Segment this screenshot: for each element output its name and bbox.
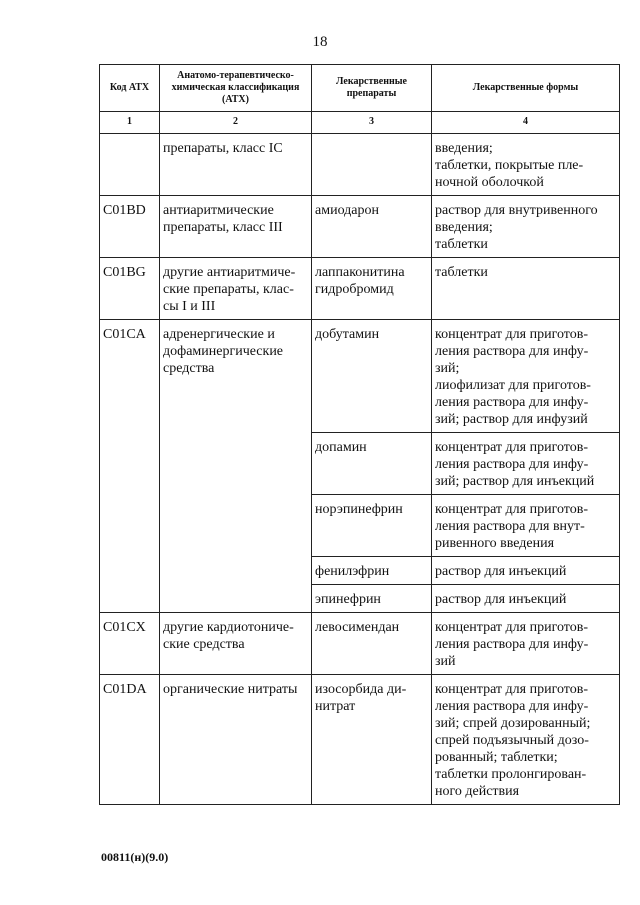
atc-code-cell: C01CX	[100, 613, 160, 675]
drug-name-cell: левосимендан	[312, 613, 432, 675]
column-number: 4	[432, 112, 620, 134]
dosage-forms-cell: концентрат для приготов- ления раствора для инфу- зий; спрей дозированный; спрей подъязычный дозо- рованный; таблетки; таблетки пролонгирован- ного действия	[432, 675, 620, 805]
atc-code-cell: C01CA	[100, 320, 160, 613]
dosage-forms-cell: введения; таблетки, покрытые пле- ночной оболочкой	[432, 134, 620, 196]
drug-name-cell: допамин	[312, 433, 432, 495]
table-header-row	[100, 65, 620, 112]
drug-name-cell: амиодарон	[312, 196, 432, 258]
table-row	[100, 258, 620, 320]
column-number: 1	[100, 112, 160, 134]
column-number-row	[100, 112, 620, 134]
table-row	[100, 320, 620, 433]
atc-code-cell: C01BG	[100, 258, 160, 320]
atc-code-cell	[100, 134, 160, 196]
drug-name-cell	[312, 134, 432, 196]
column-number: 2	[160, 112, 312, 134]
atc-class-cell: другие антиаритмиче- ские препараты, клас- сы I и III	[160, 258, 312, 320]
dosage-forms-cell: концентрат для приготов- ления раствора для инфу- зий	[432, 613, 620, 675]
drug-classification-table	[99, 64, 620, 805]
atc-class-cell: антиаритмические препараты, класс III	[160, 196, 312, 258]
drug-name-cell: фенилэфрин	[312, 557, 432, 585]
atc-class-cell: органические нитраты	[160, 675, 312, 805]
drug-name-cell: норэпинефрин	[312, 495, 432, 557]
dosage-forms-cell: раствор для инъекций	[432, 557, 620, 585]
document-code: 00811(н)(9.0)	[101, 850, 169, 864]
header-atc-classification: Анатомо-терапевтическо- химическая классификация (АТХ)	[160, 65, 312, 112]
column-number: 3	[312, 112, 432, 134]
dosage-forms-cell: таблетки	[432, 258, 620, 320]
drug-name-cell: лаппаконитина гидробромид	[312, 258, 432, 320]
dosage-forms-cell: раствор для инъекций	[432, 585, 620, 613]
atc-code-cell: C01BD	[100, 196, 160, 258]
drug-name-cell: добутамин	[312, 320, 432, 433]
dosage-forms-cell: раствор для внутривенного введения; таблетки	[432, 196, 620, 258]
table-row	[100, 613, 620, 675]
page-number: 18	[312, 34, 328, 50]
dosage-forms-cell: концентрат для приготов- ления раствора для инфу- зий; раствор для инъекций	[432, 433, 620, 495]
table-row	[100, 196, 620, 258]
table-row	[100, 675, 620, 805]
table-row	[100, 134, 620, 196]
atc-class-cell: другие кардиотониче- ские средства	[160, 613, 312, 675]
drug-name-cell: эпинефрин	[312, 585, 432, 613]
dosage-forms-cell: концентрат для приготов- ления раствора для инфу- зий; лиофилизат для приготов- ления раствора для инфу- зий; раствор для инфузий	[432, 320, 620, 433]
atc-code-cell: C01DA	[100, 675, 160, 805]
header-dosage-forms: Лекарственные формы	[432, 65, 620, 112]
dosage-forms-cell: концентрат для приготов- ления раствора для внут- ривенного введения	[432, 495, 620, 557]
header-atc-code: Код АТХ	[100, 65, 160, 112]
atc-class-cell: адренергические и дофаминергические средства	[160, 320, 312, 613]
header-medicines: Лекарственные препараты	[312, 65, 432, 112]
atc-class-cell: препараты, класс IC	[160, 134, 312, 196]
drug-name-cell: изосорбида ди- нитрат	[312, 675, 432, 805]
